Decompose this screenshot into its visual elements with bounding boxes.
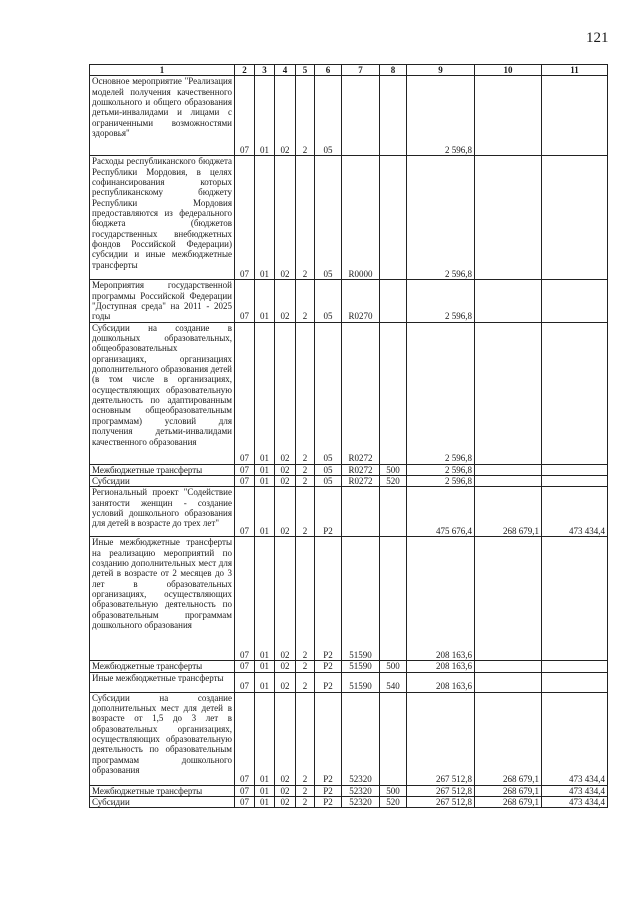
cell-col-4: 02 bbox=[275, 322, 296, 464]
cell-col-2: 07 bbox=[235, 322, 255, 464]
cell-col-3: 01 bbox=[255, 322, 275, 464]
table-row bbox=[90, 76, 608, 156]
row-description: Расходы республиканского бюджета Республики Мордовия, в целях софинансирования которых республиканскому бюджету Республики Мордовия предоставляются из федерального бюджета (бюджетов государственных внебюджетных фондов Российской Федерации) субсидии и иные межбюджетные трансферты bbox=[90, 156, 235, 280]
cell-col-2: 07 bbox=[235, 280, 255, 322]
cell-col-8 bbox=[380, 487, 407, 537]
table-row bbox=[90, 661, 608, 672]
cell-col-7: 52320 bbox=[342, 797, 380, 808]
row-description: Субсидии bbox=[90, 797, 235, 808]
cell-col-4: 02 bbox=[275, 280, 296, 322]
cell-col-5: 2 bbox=[296, 672, 315, 692]
cell-col-11: 473 434,4 bbox=[542, 797, 608, 808]
cell-col-9: 208 163,6 bbox=[407, 537, 475, 661]
column-header-6: 6 bbox=[315, 65, 342, 76]
table-row bbox=[90, 322, 608, 464]
cell-col-8: 500 bbox=[380, 464, 407, 475]
row-description: Региональный проект "Содействие занятости женщин - создание условий дошкольного образования для детей в возрасте до трех лет" bbox=[90, 487, 235, 537]
cell-col-2: 07 bbox=[235, 661, 255, 672]
cell-col-6: 05 bbox=[315, 476, 342, 487]
cell-col-7: 52320 bbox=[342, 785, 380, 796]
cell-col-3: 01 bbox=[255, 487, 275, 537]
cell-col-2: 07 bbox=[235, 537, 255, 661]
cell-col-5: 2 bbox=[296, 76, 315, 156]
cell-col-6: P2 bbox=[315, 785, 342, 796]
cell-col-6: 05 bbox=[315, 464, 342, 475]
cell-col-11 bbox=[542, 476, 608, 487]
cell-col-8: 540 bbox=[380, 672, 407, 692]
cell-col-8 bbox=[380, 156, 407, 280]
cell-col-6: 05 bbox=[315, 322, 342, 464]
cell-col-3: 01 bbox=[255, 797, 275, 808]
cell-col-6: 05 bbox=[315, 76, 342, 156]
cell-col-10 bbox=[475, 464, 542, 475]
row-description: Межбюджетные трансферты bbox=[90, 464, 235, 475]
cell-col-9: 267 512,8 bbox=[407, 785, 475, 796]
row-description: Межбюджетные трансферты bbox=[90, 785, 235, 796]
cell-col-10 bbox=[475, 280, 542, 322]
cell-col-10 bbox=[475, 672, 542, 692]
cell-col-7: R0270 bbox=[342, 280, 380, 322]
cell-col-7: 52320 bbox=[342, 692, 380, 785]
table-body bbox=[90, 76, 608, 808]
cell-col-7: 51590 bbox=[342, 672, 380, 692]
cell-col-6: P2 bbox=[315, 487, 342, 537]
cell-col-3: 01 bbox=[255, 785, 275, 796]
cell-col-10: 268 679,1 bbox=[475, 785, 542, 796]
cell-col-2: 07 bbox=[235, 797, 255, 808]
cell-col-6: P2 bbox=[315, 692, 342, 785]
column-header-2: 2 bbox=[235, 65, 255, 76]
cell-col-3: 01 bbox=[255, 76, 275, 156]
cell-col-10: 268 679,1 bbox=[475, 692, 542, 785]
table-header-row bbox=[90, 65, 608, 76]
cell-col-8: 520 bbox=[380, 797, 407, 808]
cell-col-4: 02 bbox=[275, 476, 296, 487]
cell-col-10 bbox=[475, 76, 542, 156]
cell-col-3: 01 bbox=[255, 280, 275, 322]
cell-col-5: 2 bbox=[296, 322, 315, 464]
cell-col-7 bbox=[342, 76, 380, 156]
cell-col-7: R0272 bbox=[342, 464, 380, 475]
cell-col-2: 07 bbox=[235, 692, 255, 785]
cell-col-6: 05 bbox=[315, 156, 342, 280]
row-description: Субсидии на создание дополнительных мест для детей в возрасте от 1,5 до 3 лет в образовательных организациях, осуществляющих образовательную деятельность по образовательным программам дошкольного образования bbox=[90, 692, 235, 785]
cell-col-4: 02 bbox=[275, 156, 296, 280]
cell-col-6: P2 bbox=[315, 537, 342, 661]
cell-col-4: 02 bbox=[275, 661, 296, 672]
cell-col-9: 267 512,8 bbox=[407, 797, 475, 808]
cell-col-4: 02 bbox=[275, 76, 296, 156]
cell-col-11 bbox=[542, 322, 608, 464]
column-header-9: 9 bbox=[407, 65, 475, 76]
column-header-7: 7 bbox=[342, 65, 380, 76]
cell-col-2: 07 bbox=[235, 76, 255, 156]
table-row bbox=[90, 672, 608, 692]
cell-col-11 bbox=[542, 464, 608, 475]
cell-col-9: 2 596,8 bbox=[407, 76, 475, 156]
cell-col-10: 268 679,1 bbox=[475, 487, 542, 537]
cell-col-4: 02 bbox=[275, 692, 296, 785]
row-description: Субсидии на создание в дошкольных образовательных, общеобразовательных организациях, организациях дополнительного образования детей (в том числе в организациях, осуществляющих образовательную деятельность по адаптированным основным общеобразовательным программам) условий для получения детьми-инвалидами качественного образования bbox=[90, 322, 235, 464]
cell-col-8 bbox=[380, 76, 407, 156]
cell-col-3: 01 bbox=[255, 476, 275, 487]
cell-col-11 bbox=[542, 672, 608, 692]
column-header-4: 4 bbox=[275, 65, 296, 76]
cell-col-4: 02 bbox=[275, 785, 296, 796]
cell-col-7: R0272 bbox=[342, 476, 380, 487]
cell-col-2: 07 bbox=[235, 487, 255, 537]
cell-col-5: 2 bbox=[296, 156, 315, 280]
cell-col-9: 2 596,8 bbox=[407, 476, 475, 487]
cell-col-2: 07 bbox=[235, 672, 255, 692]
cell-col-11 bbox=[542, 537, 608, 661]
cell-col-2: 07 bbox=[235, 785, 255, 796]
cell-col-7 bbox=[342, 487, 380, 537]
column-header-10: 10 bbox=[475, 65, 542, 76]
cell-col-2: 07 bbox=[235, 476, 255, 487]
cell-col-10: 268 679,1 bbox=[475, 797, 542, 808]
cell-col-8 bbox=[380, 692, 407, 785]
cell-col-11: 473 434,4 bbox=[542, 487, 608, 537]
cell-col-3: 01 bbox=[255, 156, 275, 280]
table-row bbox=[90, 692, 608, 785]
cell-col-8 bbox=[380, 322, 407, 464]
cell-col-9: 2 596,8 bbox=[407, 464, 475, 475]
cell-col-10 bbox=[475, 156, 542, 280]
cell-col-9: 208 163,6 bbox=[407, 661, 475, 672]
cell-col-4: 02 bbox=[275, 487, 296, 537]
table-row bbox=[90, 797, 608, 808]
cell-col-5: 2 bbox=[296, 661, 315, 672]
table-row bbox=[90, 464, 608, 475]
cell-col-4: 02 bbox=[275, 672, 296, 692]
cell-col-3: 01 bbox=[255, 672, 275, 692]
cell-col-2: 07 bbox=[235, 156, 255, 280]
table-row bbox=[90, 156, 608, 280]
page-number: 121 bbox=[586, 30, 609, 46]
table-row bbox=[90, 487, 608, 537]
cell-col-10 bbox=[475, 322, 542, 464]
cell-col-5: 2 bbox=[296, 476, 315, 487]
cell-col-6: P2 bbox=[315, 661, 342, 672]
cell-col-4: 02 bbox=[275, 464, 296, 475]
column-header-11: 11 bbox=[542, 65, 608, 76]
cell-col-11: 473 434,4 bbox=[542, 692, 608, 785]
cell-col-5: 2 bbox=[296, 692, 315, 785]
budget-table bbox=[89, 64, 608, 808]
cell-col-8 bbox=[380, 537, 407, 661]
row-description: Основное мероприятие "Реализация моделей получения качественного дошкольного и общего образования детьми-инвалидами и лицами с ограниченными возможностями здоровья" bbox=[90, 76, 235, 156]
cell-col-5: 2 bbox=[296, 464, 315, 475]
cell-col-9: 208 163,6 bbox=[407, 672, 475, 692]
cell-col-8: 500 bbox=[380, 661, 407, 672]
row-description: Иные межбюджетные трансферты bbox=[90, 672, 235, 692]
column-header-3: 3 bbox=[255, 65, 275, 76]
cell-col-8 bbox=[380, 280, 407, 322]
column-header-1: 1 bbox=[90, 65, 235, 76]
cell-col-5: 2 bbox=[296, 487, 315, 537]
cell-col-2: 07 bbox=[235, 464, 255, 475]
cell-col-6: P2 bbox=[315, 672, 342, 692]
cell-col-9: 2 596,8 bbox=[407, 280, 475, 322]
cell-col-3: 01 bbox=[255, 692, 275, 785]
row-description: Мероприятия государственной программы Российской Федерации "Доступная среда" на 2011 - 2025 годы bbox=[90, 280, 235, 322]
cell-col-10 bbox=[475, 661, 542, 672]
cell-col-5: 2 bbox=[296, 537, 315, 661]
cell-col-6: P2 bbox=[315, 797, 342, 808]
cell-col-4: 02 bbox=[275, 797, 296, 808]
column-header-8: 8 bbox=[380, 65, 407, 76]
column-header-5: 5 bbox=[296, 65, 315, 76]
cell-col-7: 51590 bbox=[342, 537, 380, 661]
cell-col-6: 05 bbox=[315, 280, 342, 322]
cell-col-11: 473 434,4 bbox=[542, 785, 608, 796]
cell-col-3: 01 bbox=[255, 661, 275, 672]
cell-col-4: 02 bbox=[275, 537, 296, 661]
cell-col-5: 2 bbox=[296, 785, 315, 796]
cell-col-5: 2 bbox=[296, 797, 315, 808]
table-row bbox=[90, 537, 608, 661]
row-description: Межбюджетные трансферты bbox=[90, 661, 235, 672]
cell-col-5: 2 bbox=[296, 280, 315, 322]
cell-col-7: R0000 bbox=[342, 156, 380, 280]
cell-col-9: 267 512,8 bbox=[407, 692, 475, 785]
cell-col-8: 500 bbox=[380, 785, 407, 796]
cell-col-7: 51590 bbox=[342, 661, 380, 672]
cell-col-10 bbox=[475, 537, 542, 661]
cell-col-11 bbox=[542, 76, 608, 156]
cell-col-9: 2 596,8 bbox=[407, 156, 475, 280]
cell-col-7: R0272 bbox=[342, 322, 380, 464]
cell-col-9: 2 596,8 bbox=[407, 322, 475, 464]
cell-col-3: 01 bbox=[255, 537, 275, 661]
cell-col-9: 475 676,4 bbox=[407, 487, 475, 537]
cell-col-3: 01 bbox=[255, 464, 275, 475]
table-row bbox=[90, 785, 608, 796]
cell-col-11 bbox=[542, 156, 608, 280]
table-row bbox=[90, 476, 608, 487]
cell-col-8: 520 bbox=[380, 476, 407, 487]
cell-col-10 bbox=[475, 476, 542, 487]
cell-col-11 bbox=[542, 661, 608, 672]
row-description: Субсидии bbox=[90, 476, 235, 487]
cell-col-11 bbox=[542, 280, 608, 322]
row-description: Иные межбюджетные трансферты на реализацию мероприятий по созданию дополнительных мест для детей в возрасте от 2 месяцев до 3 лет в образовательных организациях, осуществляющих образовательную деятельность по образовательным программам дошкольного образования bbox=[90, 537, 235, 661]
table-row bbox=[90, 280, 608, 322]
